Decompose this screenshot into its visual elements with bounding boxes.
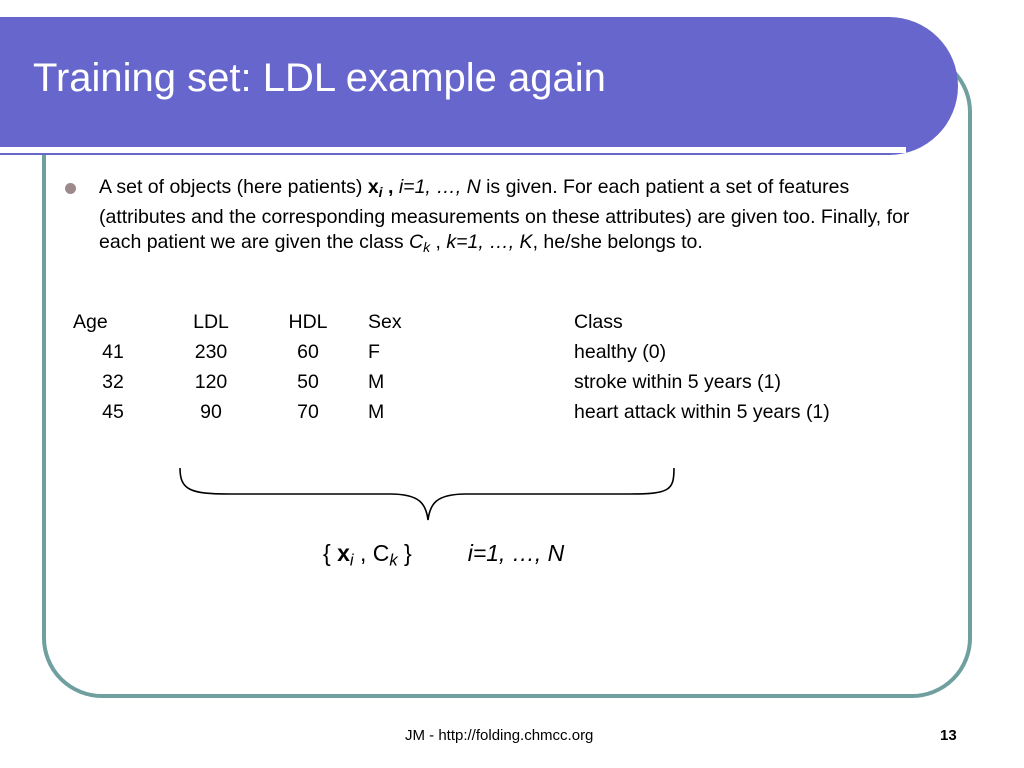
bullet-part-2: is given. For each patient a set of features (attributes and the corresponding measurements on these attributes) are given too. Finally, for each patient we are given the class: [99, 176, 910, 253]
slide-title: Training set: LDL example again: [33, 56, 606, 100]
title-underline: [0, 147, 906, 153]
bullet-var-x: x: [367, 176, 379, 198]
header-hdl: HDL: [288, 311, 328, 333]
formula-close: }: [397, 540, 412, 566]
formula-sub-i: i: [349, 550, 354, 570]
cell-sex: F: [368, 341, 380, 363]
formula-var-x: x: [337, 540, 350, 566]
bullet-part-1: A set of objects (here patients): [99, 176, 368, 198]
cell-age: 32: [102, 371, 124, 393]
cell-sex: M: [368, 371, 385, 393]
curly-brace-icon: [170, 460, 690, 530]
bullet-range-1: i=1, …, N: [398, 176, 481, 198]
formula-open: {: [323, 540, 338, 566]
formula-sep: , C: [353, 540, 390, 566]
bullet-part-3: ,: [430, 230, 447, 253]
cell-class: stroke within 5 years (1): [574, 371, 781, 393]
cell-class: heart attack within 5 years (1): [574, 401, 830, 423]
bullet-part-4: , he/she belongs to.: [532, 230, 703, 253]
cell-hdl: 60: [297, 341, 319, 363]
cell-ldl: 90: [200, 401, 222, 423]
cell-age: 45: [102, 401, 124, 423]
bullet-sub-k: k: [423, 238, 431, 255]
cell-sex: M: [368, 401, 385, 423]
bullet-range-2: k=1, …, K: [446, 230, 533, 253]
header-class: Class: [574, 311, 623, 333]
cell-class: healthy (0): [574, 341, 667, 363]
page-number: 13: [940, 727, 957, 744]
cell-ldl: 120: [194, 371, 228, 393]
bullet-sub-i: i: [378, 183, 383, 200]
bullet-var-c: C: [409, 230, 424, 253]
header-ldl: LDL: [193, 311, 229, 333]
footer-text: JM - http://folding.chmcc.org: [405, 727, 594, 744]
header-sex: Sex: [368, 311, 402, 333]
formula-sub-k: k: [389, 550, 398, 570]
cell-ldl: 230: [194, 341, 228, 363]
bullet-comma: ,: [382, 176, 399, 198]
bullet-icon: [65, 183, 76, 194]
cell-hdl: 50: [297, 371, 319, 393]
header-age: Age: [73, 311, 108, 333]
formula-range: i=1, …, N: [467, 540, 565, 566]
cell-hdl: 70: [297, 401, 319, 423]
cell-age: 41: [102, 341, 124, 363]
set-formula: [323, 540, 564, 571]
bullet-text: [99, 175, 934, 260]
